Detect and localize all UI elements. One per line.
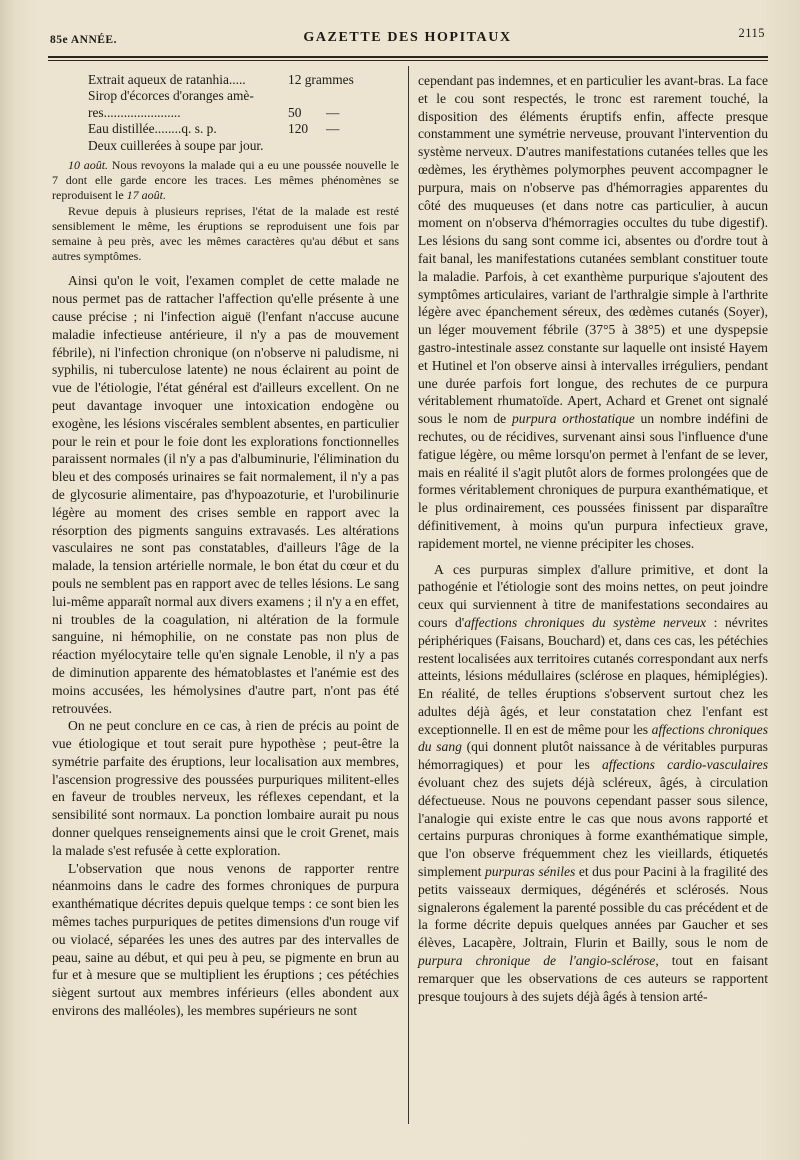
page-header — [50, 26, 765, 48]
journal-title: GAZETTE DES HOPITAUX — [303, 30, 512, 45]
prescription-item: res....................... — [88, 104, 181, 120]
paragraph-gap — [418, 553, 768, 561]
paragraph: L'observation que nous venons de rapporter rentre néanmoins dans le cadre des formes chroniques de purpura exanthématique décrites depuis quelque temps : ce sont bien les mêmes taches purpuriques de petites dimensions d'un rouge vif ou violacé, séparées les unes des autres par des intervalles de peau, saine au début, et qui peu à peu, se pigmente en brun au fur et à mesure que se multiplient les éruptions ; ces pétéchies siègent surtout aux membres inférieurs (elles abondent aux environs des malléoles), les membres supérieurs ne sont — [52, 860, 399, 1019]
italic-term: affections chroniques du sang — [418, 721, 768, 755]
prescription-line — [88, 72, 399, 88]
note-date: 17 août. — [126, 188, 166, 203]
issue-year: 85e ANNÉE. — [50, 34, 117, 46]
paragraph: On ne peut conclure en ce cas, à rien de précis au point de vue étiologique et tout serait pure hypothèse ; peut-être la symétrie parfaite des éruptions, leur localisation aux membres, l'ascension progressive des poussées purpuriques militent-elles en faveur de troubles nerveux, les réflexes cependant, et la sensibilité sont normaux. La ponction lombaire aurait pu nous donner quelques renseignements ainsi que le croit Grenet, mais la malade s'est refusée à cette exploration. — [52, 718, 399, 858]
prescription-quantity: 12 grammes — [288, 72, 354, 87]
prescription-quantity: 120 — [288, 121, 309, 137]
prescription-line — [88, 105, 399, 121]
prescription-line — [88, 88, 399, 104]
column-divider — [408, 66, 409, 1124]
prescription-item: Eau distillée........q. s. p. — [88, 121, 217, 137]
case-note: 10 août. Nous revoyons la malade qui a eu une poussée nouvelle le 7 dont elle garde encore les traces. Les mêmes phénomènes se reproduisent le 17 août. — [52, 157, 399, 203]
prescription-line — [88, 121, 399, 137]
prescription-quantity: 50 — [288, 104, 302, 120]
italic-term: purpuras séniles — [484, 864, 576, 880]
italic-term: affections cardio-vasculaires — [602, 757, 768, 773]
right-column — [418, 72, 768, 1005]
prescription-dosage: Deux cuillerées à soupe par jour. — [88, 137, 264, 153]
paragraph: cependant pas indemnes, et en particulier les avant-bras. La face et le cou sont respectés, le tronc est rarement touché, la disposition des éléments éruptifs enfin, affecte presque constamment une symétrie nerveuse, prouvant l'intervention du système nerveux. D'autres manifestations cutanées telles que les œdèmes, les érythèmes polymorphes peuvent accompagner le purpura, mais on n'observe pas d'hémorragies apparentes du côté des muqueuses (et dans notre cas particulier, à aucun moment on n'observa d'hémorragies occultes du tube digestif). Les lésions du sang sont comme ici, absentes ou d'ordre tout à fait banal, les manifestations cutanées semblant constituer toute la maladie. Parfois, à cet exanthème purpurique s'ajoutent des symptômes articulaires, variant de l'arthralgie simple à l'arthrite légère avec épanchement séreux, des œdèmes cutanés (Soyer), un léger mouvement fébrile (37°5 à 38°5) et une dyspepsie gastro-intestinale assez constante sur laquelle ont insisté Hayem et Hutinel et l'on observe ainsi à intervalles irréguliers, pendant une durée parfois fort longue, des rechutes de ce purpura véritablement rhumatoïde. Apert, Achard et Grenet ont signalé sous le nom de purpura orthostatique un nombre indéfini de rechutes, ou de récidives, survenant ainsi sous l'influence d'une fatigue légère, ou même lorsqu'on permet à l'enfant de se lever, mais en réalité il s'agit plutôt alors de formes prolongées que de formes véritablement chroniques de purpura exanthématique, et le plus ordinairement, ces poussées finissent par disparaître définitivement, à moins qu'un purpura infectieux grave, rapidement mortel, ne vienne précipiter les choses. — [418, 73, 769, 551]
prescription-unit-ditto: — — [326, 104, 340, 120]
note-date: 10 août. — [68, 157, 109, 172]
page-number: 2115 — [738, 26, 765, 40]
case-notes — [52, 158, 399, 264]
italic-term: purpura orthostatique — [511, 411, 635, 427]
case-note: Revue depuis à plusieurs reprises, l'état de la malade est resté sensiblement le même, les éruptions se reproduisent une fois par semaine à peu près, avec les mêmes caractères qu'au début et sans autres symptômes. — [52, 203, 399, 264]
prescription-item: Extrait aqueux de ratanhia..... — [88, 72, 246, 87]
paragraph: Ainsi qu'on le voit, l'examen complet de cette malade ne nous permet pas de rattacher l'affection qu'elle présente à une cause précise ; ni l'infection aiguë (l'enfant n'accuse aucune maladie infectieuse antérieure, il n'y a pas de mouvement fébrile), ni l'infection chronique (on n'observe ni paludisme, ni syphilis, ni tuberculose latente) ne nous éclairent au point de vue de l'étiologie, l'état général est d'ailleurs excellent. On ne peut davantage invoquer une intoxication endogène ou exogène, les lésions viscérales semblent absentes, en particulier pour le rein et pour le foie dont les explorations fonctionnelles paraissent normales (il n'y a pas d'albuminurie, l'élimination du bleu et des composés urinaires se fait normalement, il n'y a pas de glycosurie alimentaire, pas d'hypoazoturie, et l'urobilinurie légère au moment des crises semble en rapport avec la résorption des pigments sanguins extravasés. Les altérations vasculaires ne sont pas constatables, d'ailleurs l'âge de la malade, la tension artérielle normale, le bon état du cœur et du pouls ne semblent pas en rapport avec de telles lésions. Le sang lui-même apparaît normal aux divers examens ; il n'y a en effet, ni troubles de la coagulation, ni altération de la formule sanguine, ni hémophilie, on ne constate pas non plus de réaction myélocytaire telle qu'en signale Lenoble, il n'y a pas de diminution apparente des hématoblastes et l'anémie est des moins accusées, les hémolysines d'autre part, n'ont pas été retrouvées. — [52, 273, 399, 716]
prescription — [88, 72, 399, 154]
italic-term: purpura chronique de l'angio-sclérose — [418, 953, 656, 969]
prescription-item: Sirop d'écorces d'oranges amè- — [88, 88, 254, 104]
header-rule-thick — [48, 56, 768, 58]
prescription-unit-ditto: — — [326, 121, 340, 137]
paragraph: A ces purpuras simplex d'allure primitive, et dont la pathogénie et l'étiologie sont des moins nettes, on peut joindre ceux qui surviennent à titre de manifestations secondaires au cours d'affections chroniques du système nerveux : névrites périphériques (Faisans, Bouchard) et, dans ces cas, les pétéchies restent localisées aux territoires cutanés correspondant aux nerfs atteints, lésions médullaires (sclérose en plaques, hémiplégies). En réalité, de telles éruptions s'observent surtout chez les adultes déjà âgés, et leur constatation chez l'enfant est exceptionnelle. Il en est de même pour les affections chroniques du sang (qui donnent plutôt naissance à de véritables purpuras hémorragiques) et pour les affections cardio-vasculaires évoluant chez des sujets déjà scléreux, âgés, à circulation défectueuse. Nous ne pouvons cependant passer sous silence, l'analogie qui existe entre le cas que nous avons rapporté et certains purpuras chroniques à forme exanthématique simple, que l'on observe fréquemment chez les vieillards, étiquetés simplement purpuras séniles et dus pour Pacini à la fragilité des petits vaisseaux dermiques, dégénérés et sclérosés. Nous signalerons également la parenté possible du cas précédent et de la forme décrite depuis quelques années par Gaucher et ses élèves, Lacapère, Joltrain, Flurin et Bailly, sous le nom de purpura chronique de l'angio-sclérose, tout en faisant remarquer que les observations de ces auteurs se rapportent presque toujours à des sujets déjà âgés à tension arté- — [418, 561, 769, 1004]
italic-term: affections chroniques du système nerveux — [464, 614, 707, 630]
header-rule-thin — [48, 60, 768, 61]
left-column — [52, 72, 399, 1020]
